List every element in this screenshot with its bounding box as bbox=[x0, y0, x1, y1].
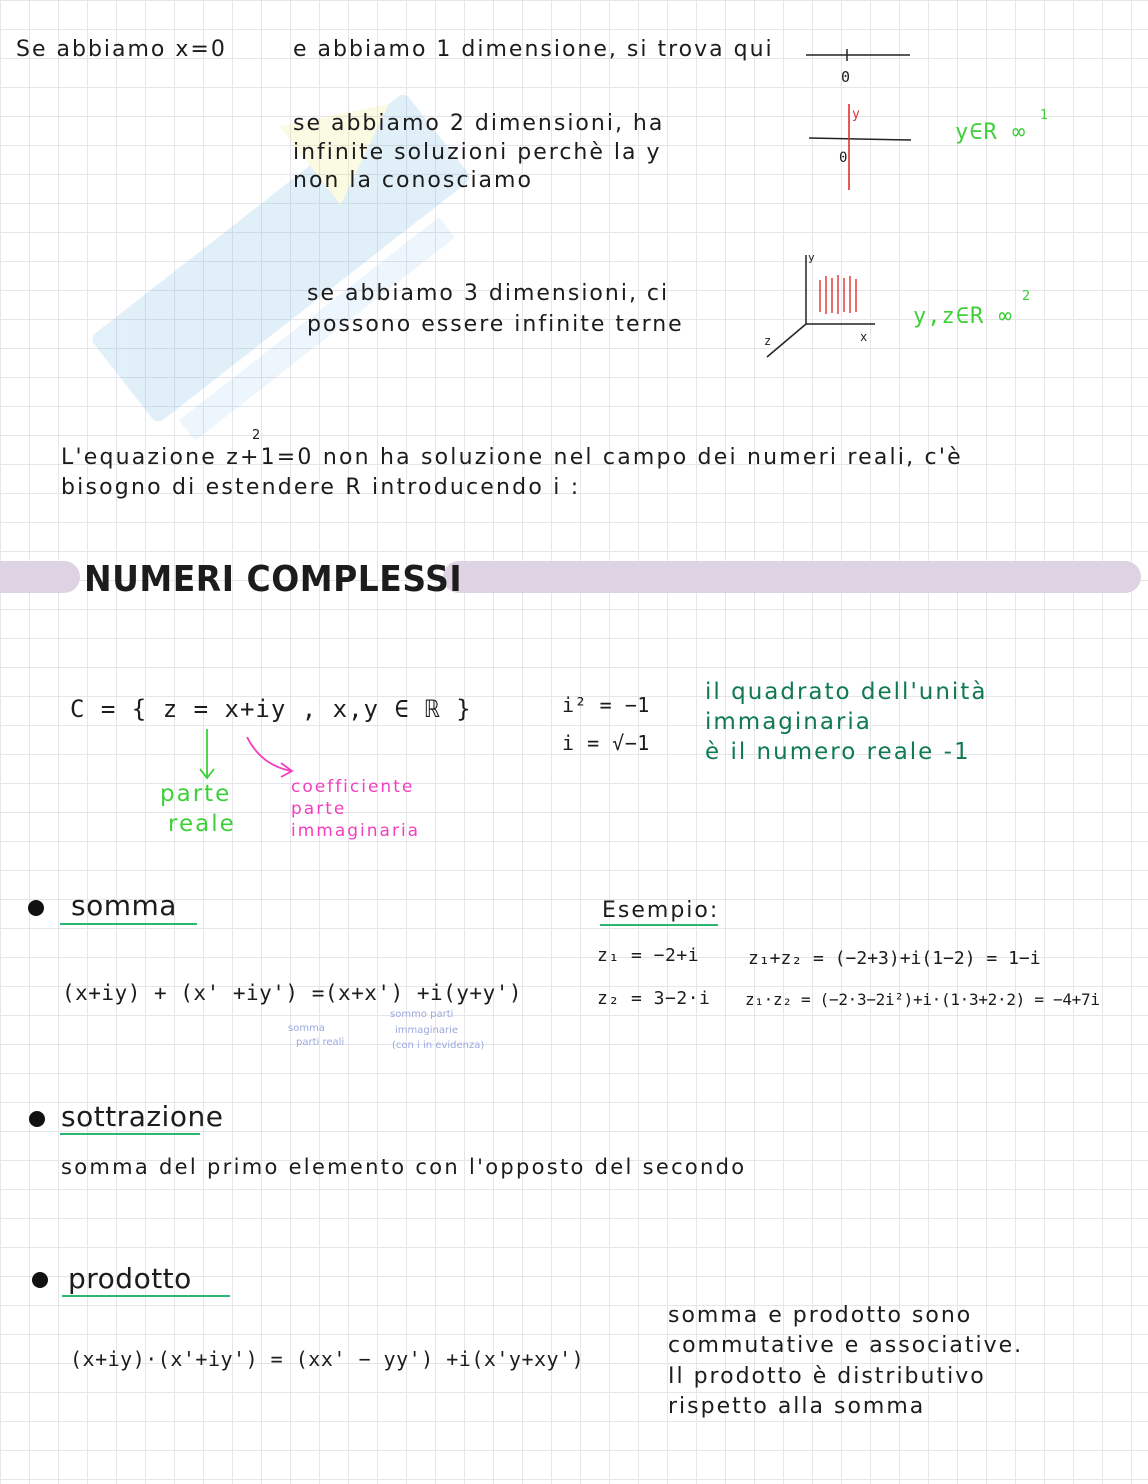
banner-left-bar bbox=[0, 561, 80, 593]
two-dim-line-3: non la conosciamo bbox=[293, 168, 533, 193]
esempio-sum: z₁+z₂ = (−2+3)+i(1−2) = 1−i bbox=[748, 948, 1041, 969]
prodotto-heading: prodotto bbox=[68, 1262, 192, 1295]
y-in-r-infinity: y∈R ∞ bbox=[955, 120, 1027, 145]
i-sqrt-formula: i = √−1 bbox=[562, 731, 650, 755]
real-part-label-2: reale bbox=[168, 811, 236, 837]
three-dim-y-label: y bbox=[808, 251, 816, 264]
somma-note-imag-2: immaginarie bbox=[395, 1025, 459, 1036]
imag-coeff-label-3: immaginaria bbox=[291, 821, 421, 841]
prodotto-note-2: commutative e associative. bbox=[668, 1333, 1024, 1358]
yz-in-r-exponent: 2 bbox=[1022, 289, 1031, 304]
prodotto-formula: (x+iy)·(x'+iy') = (xx' − yy') +i(x'y+xy') bbox=[70, 1347, 585, 1371]
i-squared-formula: i² = −1 bbox=[562, 693, 650, 717]
somma-note-imag-3: (con i in evidenza) bbox=[392, 1040, 485, 1051]
esempio-underline bbox=[600, 924, 718, 926]
section-title: NUMERI COMPLESSI bbox=[84, 557, 463, 600]
i-note-line-1: il quadrato dell'unità bbox=[705, 679, 988, 705]
two-dim-y-label: y bbox=[852, 107, 861, 122]
sottrazione-heading: sottrazione bbox=[61, 1100, 224, 1133]
real-part-label-1: parte bbox=[160, 781, 232, 807]
complex-set-definition: C = { z = x+iy , x,y ∈ ℝ } bbox=[70, 695, 472, 723]
yz-in-r-infinity: y,z∈R ∞ bbox=[913, 304, 1013, 329]
imag-coeff-label-1: coefficiente bbox=[291, 777, 415, 797]
sottrazione-underline bbox=[60, 1133, 200, 1135]
two-dim-axis-diagram bbox=[805, 100, 925, 200]
prodotto-note-3: Il prodotto è distributivo bbox=[668, 1364, 986, 1389]
one-dim-zero-label: 0 bbox=[841, 68, 851, 86]
one-dim-axis-diagram bbox=[800, 40, 920, 90]
intro-one-dimension: e abbiamo 1 dimensione, si trova qui bbox=[293, 37, 774, 62]
y-in-r-exponent: 1 bbox=[1040, 108, 1049, 123]
somma-note-real-2: parti reali bbox=[296, 1037, 345, 1048]
somma-formula: (x+iy) + (x' +iy') =(x+x') +i(y+y') bbox=[62, 981, 523, 1005]
three-dim-line-2: possono essere infinite terne bbox=[307, 312, 684, 337]
three-dim-axis-diagram bbox=[760, 250, 890, 365]
prodotto-note-4: rispetto alla somma bbox=[668, 1394, 926, 1419]
equation-exponent: 2 bbox=[252, 428, 261, 443]
prodotto-note-1: somma e prodotto sono bbox=[668, 1303, 973, 1328]
prodotto-underline bbox=[62, 1295, 230, 1297]
i-note-line-2: immaginaria bbox=[705, 709, 872, 735]
two-dim-line-1: se abbiamo 2 dimensioni, ha bbox=[293, 111, 665, 136]
esempio-heading: Esempio: bbox=[602, 898, 720, 923]
two-dim-zero-label: 0 bbox=[839, 150, 848, 166]
three-dim-x-label: x bbox=[860, 330, 868, 344]
definition-arrows bbox=[195, 725, 305, 785]
somma-note-imag-1: sommo parti bbox=[390, 1009, 454, 1020]
esempio-product: z₁·z₂ = (−2·3−2i²)+i·(1·3+2·2) = −4+7i bbox=[745, 990, 1100, 1009]
somma-bullet bbox=[28, 900, 44, 916]
somma-underline bbox=[60, 923, 197, 925]
sottrazione-bullet bbox=[29, 1111, 45, 1127]
esempio-z2: z₂ = 3−2·i bbox=[597, 988, 711, 1009]
sottrazione-text: somma del primo elemento con l'opposto del secondo bbox=[61, 1155, 747, 1179]
imag-coeff-label-2: parte bbox=[291, 799, 347, 819]
equation-line-2: bisogno di estendere R introducendo i : bbox=[61, 475, 581, 500]
two-dim-line-2: infinite soluzioni perchè la y bbox=[293, 140, 662, 165]
three-dim-z-label: z bbox=[764, 334, 772, 348]
somma-heading: somma bbox=[71, 889, 177, 922]
prodotto-bullet bbox=[32, 1272, 48, 1288]
esempio-z1: z₁ = −2+i bbox=[597, 945, 700, 966]
somma-note-real-1: somma bbox=[288, 1023, 325, 1034]
equation-line-1: L'equazione z+1=0 non ha soluzione nel campo dei numeri reali, c'è bbox=[61, 445, 963, 470]
banner-right-bar bbox=[443, 561, 1141, 593]
i-note-line-3: è il numero reale -1 bbox=[705, 739, 971, 765]
intro-x-zero: Se abbiamo x=0 bbox=[16, 37, 227, 62]
three-dim-line-1: se abbiamo 3 dimensioni, ci bbox=[307, 281, 670, 306]
